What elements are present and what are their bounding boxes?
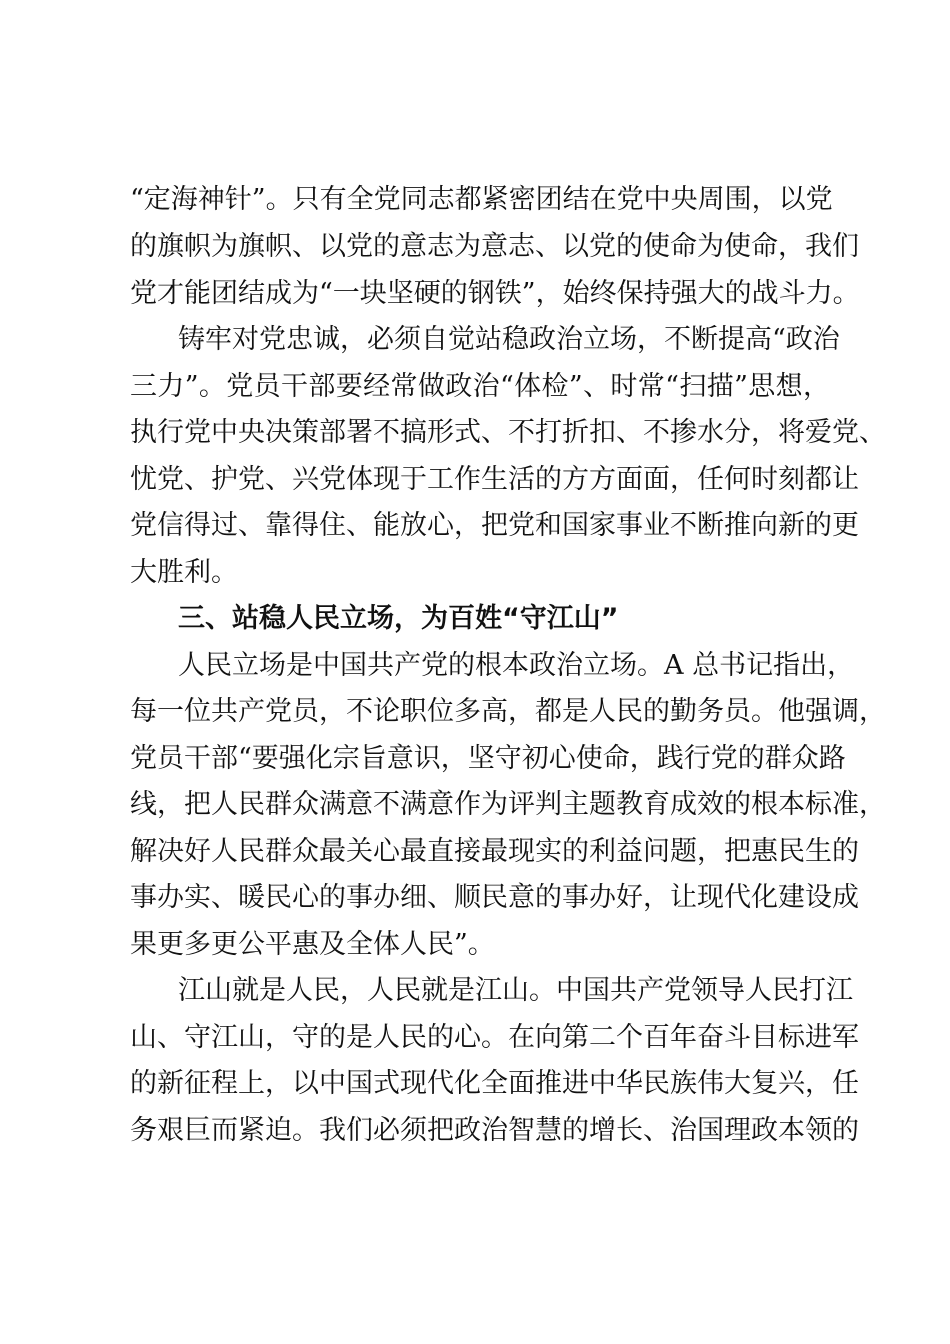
paragraph-line: 党信得过、靠得住、能放心，把党和国家事业不断推向新的更 xyxy=(130,510,859,541)
paragraph-line: “定海神针”。只有全党同志都紧密团结在党中央周围，以党 xyxy=(130,184,833,215)
paragraph-line: 江山就是人民，人民就是江山。中国共产党领导人民打江 xyxy=(178,975,853,1006)
paragraph-line: 务艰巨而紧迫。我们必须把政治智慧的增长、治国理政本领的 xyxy=(130,1115,859,1146)
paragraph-line: 果更多更公平惠及全体人民”。 xyxy=(130,929,495,960)
paragraph-line: 解决好人民群众最关心最直接最现实的利益问题，把惠民生的 xyxy=(130,836,859,867)
paragraph-line: 每一位共产党员，不论职位多高，都是人民的勤务员。他强调， xyxy=(130,696,886,727)
paragraph-line: 党员干部“要强化宗旨意识，坚守初心使命，践行党的群众路 xyxy=(130,743,846,774)
paragraph-line: 忧党、护党、兴党体现于工作生活的方方面面，任何时刻都让 xyxy=(130,464,859,495)
section-heading: 三、站稳人民立场，为百姓“守江山” xyxy=(178,603,619,634)
paragraph-line: 的新征程上，以中国式现代化全面推进中华民族伟大复兴，任 xyxy=(130,1068,859,1099)
paragraph-line: 党才能团结成为“一块坚硬的钢铁”，始终保持强大的战斗力。 xyxy=(130,278,860,309)
paragraph-line: 大胜利。 xyxy=(130,557,238,588)
paragraph-line: 线，把人民群众满意不满意作为评判主题教育成效的根本标准， xyxy=(130,789,886,820)
paragraph-line: 的旗帜为旗帜、以党的意志为意志、以党的使命为使命，我们 xyxy=(130,231,859,262)
paragraph-line: 人民立场是中国共产党的根本政治立场。A 总书记指出， xyxy=(178,650,855,681)
paragraph-line: 事办实、暖民心的事办细、顺民意的事办好，让现代化建设成 xyxy=(130,882,859,913)
paragraph-line: 山、守江山，守的是人民的心。在向第二个百年奋斗目标进军 xyxy=(130,1022,859,1053)
paragraph-line: 执行党中央决策部署不搞形式、不打折扣、不掺水分，将爱党、 xyxy=(130,417,886,448)
paragraph-line: 三力”。党员干部要经常做政治“体检”、时常“扫描”思想， xyxy=(130,371,830,402)
paragraph-line: 铸牢对党忠诚，必须自觉站稳政治立场，不断提高“政治 xyxy=(178,324,840,355)
